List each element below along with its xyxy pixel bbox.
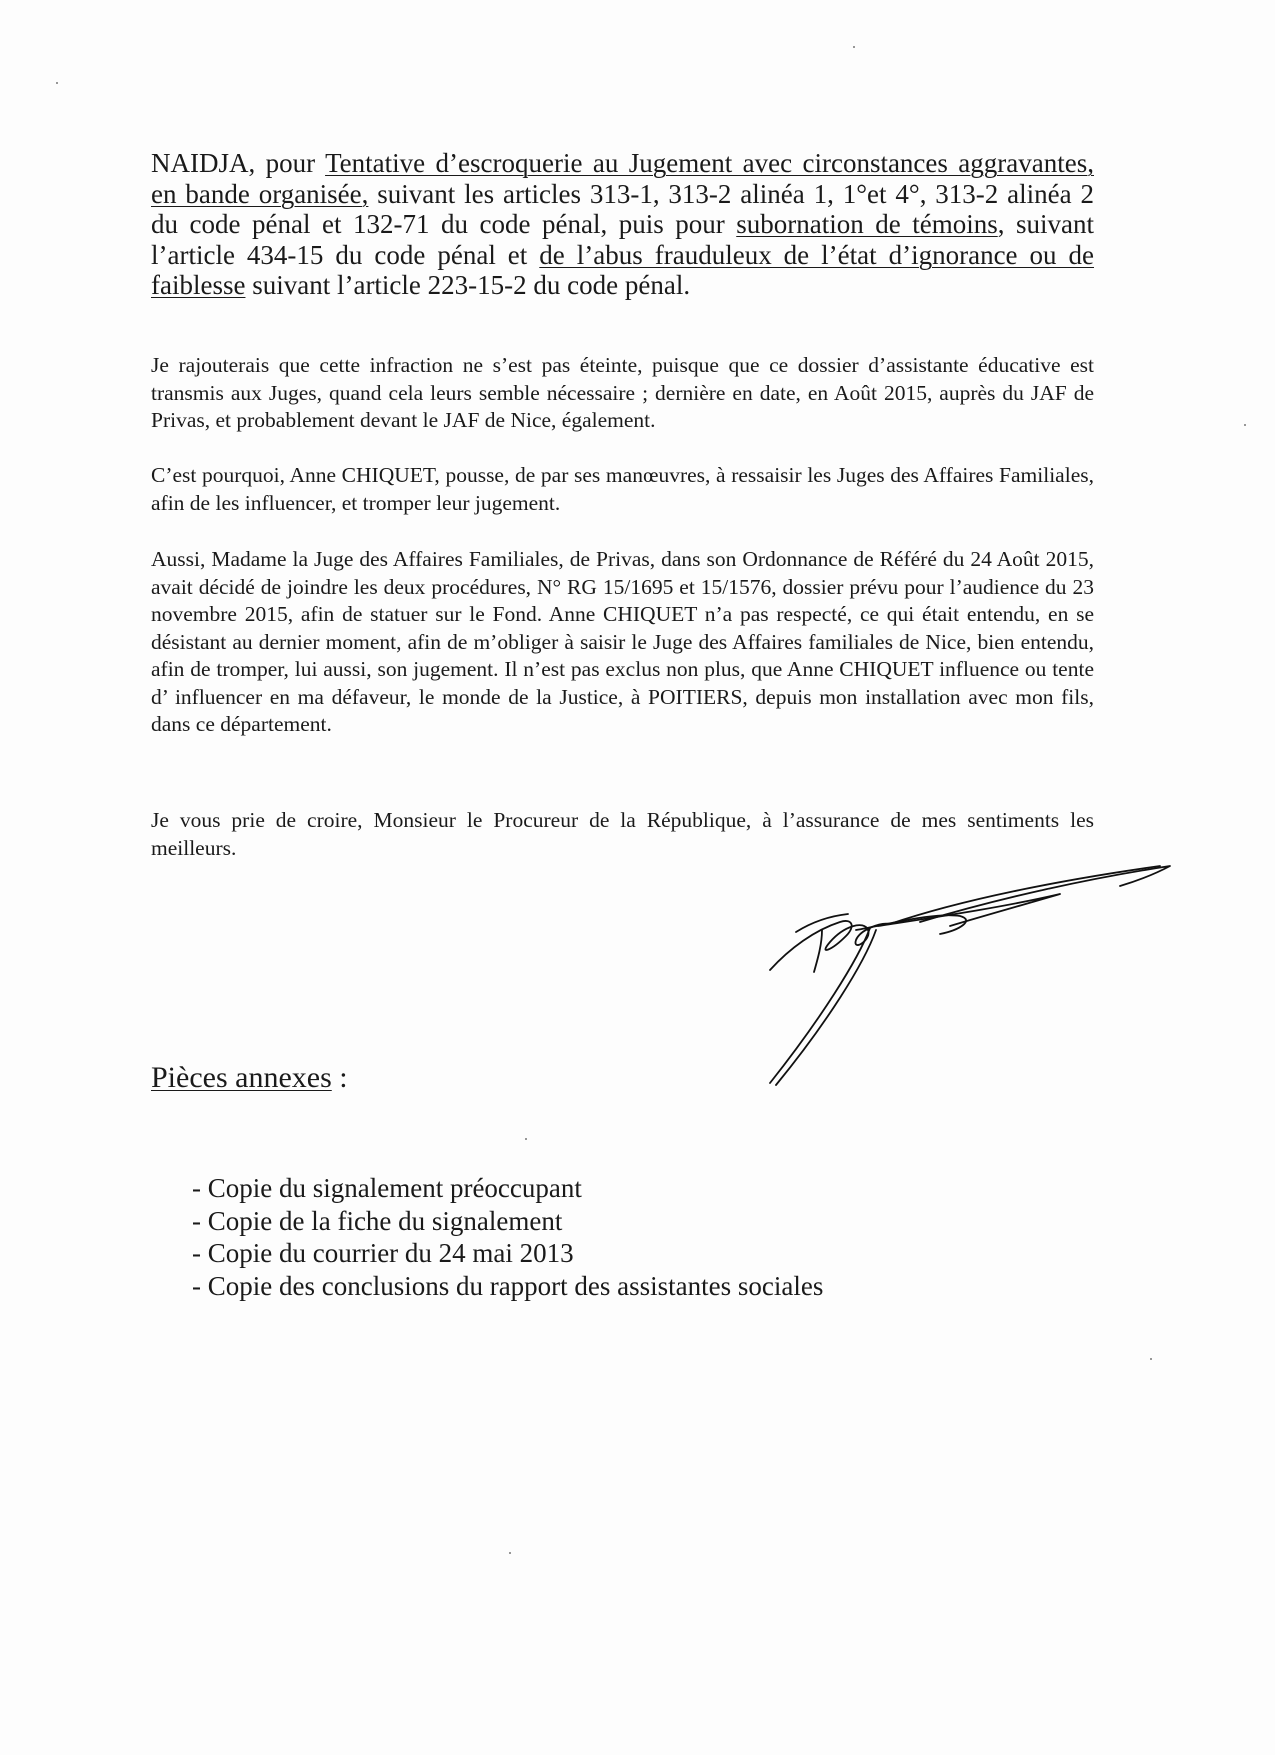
annex-item: - Copie du signalement préoccupant (192, 1173, 582, 1203)
charge-witness-tampering: subornation de témoins (736, 209, 998, 239)
charges-text-3: , suivant l’article 434-15 du code pénal et (151, 209, 1094, 270)
charges-text-4: suivant l’article 223-15-2 du code pénal. (245, 270, 691, 300)
annex-item: - Copie du courrier du 24 mai 2013 (192, 1238, 574, 1268)
manoeuvres-paragraph: C’est pourquoi, Anne CHIQUET, pousse, de par ses manœuvres, à ressaisir les Juges des Affaires Familiales, afin de les influencer, et tromper leur jugement. (151, 463, 1094, 515)
charges-text-1: NAIDJA, pour (151, 148, 326, 178)
charges-text-2: suivant les articles 313-1, 313-2 alinéa 1, 1°et 4°, 313-2 alinéa 2 du code pénal et 132-71 du code pénal, puis pour (151, 178, 1094, 239)
closing-paragraph: Je vous prie de croire, Monsieur le Procureur de la République, à l’assurance de mes sentiments les meilleurs. (151, 808, 1094, 860)
scan-speck (853, 46, 855, 48)
scan-speck (1244, 424, 1246, 426)
annexes-title: Pièces annexes (151, 1061, 332, 1094)
annexes-heading (151, 1060, 348, 1096)
scan-speck (56, 82, 58, 84)
infraction-paragraph: Je rajouterais que cette infraction ne s’est pas éteinte, puisque que ce dossier d’assistante éducative est transmis aux Juges, quand cela leurs semble nécessaire ; dernière en date, en Août 2015, auprès du JAF de Privas, et probablement devant le JAF de Nice, également. (151, 353, 1094, 432)
scan-speck (525, 1138, 527, 1140)
procedure-paragraph: Aussi, Madame la Juge des Affaires Familiales, de Privas, dans son Ordonnance de Référé du 24 Août 2015, avait décidé de joindre les deux procédures, N° RG 15/1695 et 15/1576, dossier prévu pour l’audience du 23 novembre 2015, afin de statuer sur le Fond. Anne CHIQUET n’a pas respecté, ce qui était entendu, en se désistant au dernier moment, afin de m’obliger à saisir le Juge des Affaires familiales de Nice, bien entendu, afin de tromper, lui aussi, son jugement. Il n’est pas exclus non plus, que Anne CHIQUET influence ou tente d’ influencer en ma défaveur, le monde de la Justice, à POITIERS, depuis mon installation avec mon fils, dans ce département. (151, 547, 1094, 736)
annex-item: - Copie des conclusions du rapport des assistantes sociales (192, 1270, 824, 1301)
scan-speck (509, 1552, 511, 1554)
charge-fraud-attempt: Tentative d’escroquerie au Jugement avec circonstances aggravantes, en bande organisée, (151, 148, 1094, 209)
annexes-list (192, 1172, 823, 1302)
charge-abuse-of-weakness: de l’abus frauduleux de l’état d’ignorance ou de faiblesse (151, 239, 1094, 300)
scan-speck (1150, 1358, 1152, 1360)
annex-item: - Copie de la fiche du signalement (192, 1205, 563, 1236)
annexes-colon: : (331, 1061, 348, 1094)
charges-paragraph (151, 148, 1094, 301)
handwritten-signature (760, 860, 1180, 1120)
